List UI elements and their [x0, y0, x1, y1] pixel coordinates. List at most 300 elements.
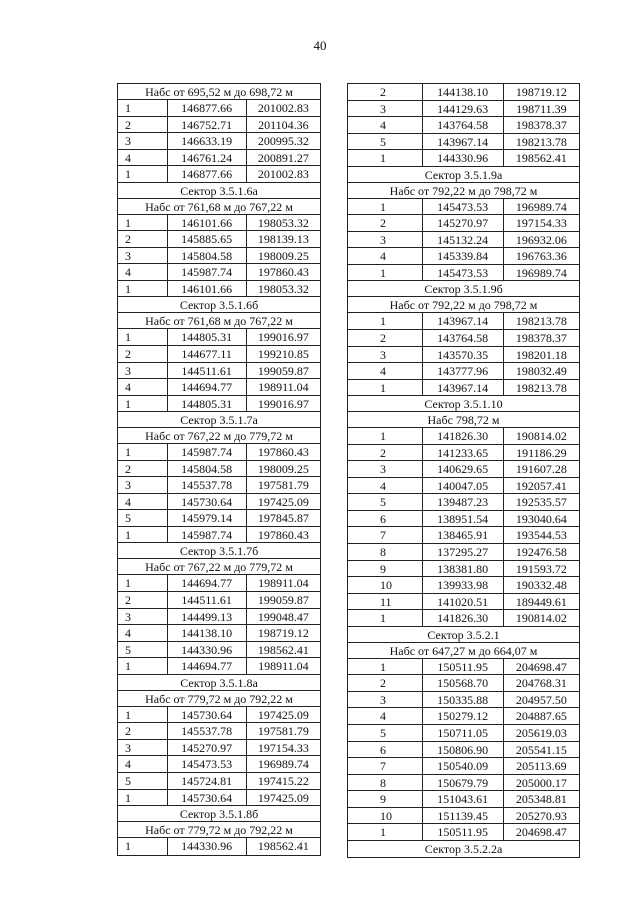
point-number-cell: 3	[348, 692, 423, 708]
table-row	[118, 477, 320, 494]
x-coordinate-cell: 144330.96	[423, 150, 504, 166]
x-coordinate-cell: 143570.35	[423, 347, 504, 363]
point-number-cell: 9	[348, 561, 423, 577]
table-row	[118, 575, 320, 592]
y-coordinate-cell: 205270.93	[515, 808, 567, 823]
table-row	[118, 133, 320, 150]
y-coordinate-cell: 198562.41	[515, 151, 567, 166]
section-heading: Набс от 761,68 м до 767,22 м	[118, 199, 320, 215]
section-heading: Сектор 3.5.1.6а	[118, 183, 320, 199]
x-coordinate-cell: 138381.80	[423, 561, 504, 577]
table-row	[348, 708, 579, 725]
point-number-cell: 2	[348, 215, 423, 231]
point-number-cell: 2	[118, 346, 168, 362]
x-coordinate-cell: 144694.77	[168, 379, 247, 395]
x-coordinate-cell: 145730.64	[168, 494, 247, 510]
x-coordinate-cell: 144511.61	[168, 363, 247, 379]
section-heading: Сектор 3.5.1.9а	[348, 167, 579, 183]
table-row	[348, 758, 579, 775]
point-number-cell: 6	[348, 511, 423, 527]
x-coordinate-cell: 146877.66	[168, 100, 247, 116]
x-coordinate-cell: 137295.27	[423, 544, 504, 560]
x-coordinate-cell: 145730.64	[168, 707, 247, 723]
x-coordinate-cell: 145132.24	[423, 232, 504, 248]
table-row	[348, 330, 579, 347]
table-row	[118, 363, 320, 380]
table-row	[348, 808, 579, 825]
table-row	[118, 642, 320, 659]
point-number-cell: 2	[118, 461, 168, 477]
point-number-cell: 10	[348, 577, 423, 593]
table-row	[118, 117, 320, 134]
point-number-cell: 6	[348, 742, 423, 758]
page-number: 40	[313, 38, 327, 53]
point-number-cell: 3	[118, 477, 168, 493]
y-coordinate-cell: 198911.04	[258, 380, 309, 395]
table-row	[348, 101, 579, 118]
x-coordinate-cell: 146877.66	[168, 166, 247, 182]
point-number-cell: 1	[118, 527, 168, 543]
point-number-cell: 3	[118, 363, 168, 379]
x-coordinate-cell: 143777.96	[423, 363, 504, 379]
left-coordinates-table	[117, 83, 321, 856]
y-coordinate-cell: 198719.12	[257, 626, 309, 641]
point-number-cell: 1	[118, 790, 168, 806]
x-coordinate-cell: 145537.78	[168, 477, 247, 493]
section-heading: Сектор 3.5.1.9б	[348, 281, 579, 297]
table-row	[348, 675, 579, 692]
x-coordinate-cell: 141826.30	[423, 428, 504, 444]
section-heading: Набс от 767,22 м до 779,72 м	[118, 428, 320, 444]
x-coordinate-cell: 145804.58	[168, 248, 247, 264]
table-row	[118, 494, 320, 511]
x-coordinate-cell: 144511.61	[168, 592, 247, 608]
y-coordinate-cell: 198719.12	[515, 85, 567, 99]
y-coordinate-cell: 197425.09	[257, 707, 309, 722]
point-number-cell: 4	[118, 494, 168, 510]
table-row	[348, 84, 579, 101]
table-row	[118, 396, 320, 413]
point-number-cell: 1	[118, 575, 168, 591]
x-coordinate-cell: 146101.66	[168, 215, 247, 231]
y-coordinate-cell: 198378.37	[515, 118, 567, 133]
point-number-cell: 9	[348, 791, 423, 807]
table-row	[348, 824, 579, 841]
y-coordinate-cell: 197154.33	[257, 740, 309, 755]
table-row	[348, 561, 579, 578]
y-coordinate-cell: 196989.74	[515, 265, 567, 280]
x-coordinate-cell: 145730.64	[168, 790, 247, 806]
table-row	[118, 527, 320, 544]
x-coordinate-cell: 150511.95	[423, 659, 504, 675]
table-row	[348, 232, 579, 249]
x-coordinate-cell: 151139.45	[423, 808, 504, 824]
y-coordinate-cell: 198053.32	[257, 215, 309, 230]
x-coordinate-cell: 144677.11	[168, 346, 247, 362]
table-row	[118, 658, 320, 675]
y-coordinate-cell: 197415.22	[257, 773, 309, 788]
x-coordinate-cell: 139487.23	[423, 494, 504, 510]
table-row	[348, 445, 579, 462]
table-row	[118, 444, 320, 461]
point-number-cell: 4	[118, 379, 168, 395]
x-coordinate-cell: 145804.58	[168, 461, 247, 477]
section-heading: Сектор 3.5.2.1	[348, 627, 579, 643]
y-coordinate-cell: 198213.78	[515, 380, 567, 395]
x-coordinate-cell: 144330.96	[168, 642, 247, 658]
table-row	[118, 150, 320, 167]
table-row	[118, 248, 320, 265]
table-row	[348, 134, 579, 151]
x-coordinate-cell: 146101.66	[168, 281, 247, 297]
section-heading: Сектор 3.5.1.8б	[118, 806, 320, 822]
table-row	[348, 577, 579, 594]
table-row	[118, 461, 320, 478]
x-coordinate-cell: 145270.97	[423, 215, 504, 231]
table-row	[348, 527, 579, 544]
y-coordinate-cell: 198378.37	[515, 331, 567, 346]
section-heading: Сектор 3.5.1.10	[348, 396, 579, 412]
table-row	[348, 659, 579, 676]
point-number-cell: 2	[348, 330, 423, 346]
table-row	[348, 380, 579, 397]
table-row	[348, 117, 579, 134]
y-coordinate-cell: 197425.09	[257, 790, 309, 805]
point-number-cell: 1	[348, 824, 423, 840]
x-coordinate-cell: 144138.10	[423, 84, 504, 100]
point-number-cell: 2	[118, 723, 168, 739]
y-coordinate-cell: 199048.47	[257, 609, 309, 624]
x-coordinate-cell: 146633.19	[168, 133, 247, 149]
y-coordinate-cell: 199016.97	[257, 396, 309, 411]
section-heading: Набс от 761,68 м до 767,22 м	[118, 313, 320, 329]
x-coordinate-cell: 145339.84	[423, 248, 504, 264]
y-coordinate-cell: 196989.74	[515, 199, 567, 214]
table-row	[118, 346, 320, 363]
y-coordinate-cell: 193544.53	[515, 528, 567, 543]
point-number-cell: 2	[118, 592, 168, 608]
point-number-cell: 1	[118, 215, 168, 231]
table-row	[118, 756, 320, 773]
section-heading: Сектор 3.5.1.7а	[118, 412, 320, 428]
point-number-cell: 4	[348, 248, 423, 264]
x-coordinate-cell: 150335.88	[423, 692, 504, 708]
y-coordinate-cell: 205348.81	[515, 792, 567, 807]
y-coordinate-cell: 199016.97	[257, 330, 309, 345]
point-number-cell: 2	[118, 231, 168, 247]
y-coordinate-cell: 199059.87	[257, 363, 309, 378]
point-number-cell: 11	[348, 594, 423, 610]
x-coordinate-cell: 144129.63	[423, 101, 504, 117]
point-number-cell: 7	[348, 758, 423, 774]
point-number-cell: 4	[118, 150, 168, 166]
x-coordinate-cell: 144138.10	[168, 625, 247, 641]
x-coordinate-cell: 144330.96	[168, 838, 247, 855]
x-coordinate-cell: 140629.65	[423, 461, 504, 477]
x-coordinate-cell: 150279.12	[423, 708, 504, 724]
y-coordinate-cell: 192476.58	[515, 545, 567, 560]
y-coordinate-cell: 197860.43	[257, 527, 309, 542]
point-number-cell: 1	[348, 150, 423, 166]
table-row	[348, 265, 579, 282]
y-coordinate-cell: 198711.39	[516, 101, 567, 116]
point-number-cell: 1	[118, 658, 168, 674]
table-row	[118, 790, 320, 807]
x-coordinate-cell: 144805.31	[168, 396, 247, 412]
section-heading: Набс от 647,27 м до 664,07 м	[348, 643, 579, 659]
table-row	[118, 838, 320, 855]
table-row	[118, 215, 320, 232]
point-number-cell: 5	[348, 725, 423, 741]
y-coordinate-cell: 197425.09	[257, 494, 309, 509]
y-coordinate-cell: 198213.78	[515, 134, 567, 149]
point-number-cell: 8	[348, 775, 423, 791]
x-coordinate-cell: 145987.74	[168, 527, 247, 543]
point-number-cell: 5	[118, 510, 168, 526]
x-coordinate-cell: 138465.91	[423, 527, 504, 543]
point-number-cell: 2	[118, 117, 168, 133]
table-row	[348, 478, 579, 495]
y-coordinate-cell: 197860.43	[257, 445, 309, 460]
y-coordinate-cell: 198562.41	[257, 642, 309, 657]
point-number-cell: 3	[348, 232, 423, 248]
table-row	[118, 281, 320, 298]
section-heading: Набс от 779,72 м до 792,22 м	[118, 691, 320, 707]
table-row	[118, 592, 320, 609]
point-number-cell: 4	[348, 363, 423, 379]
point-number-cell: 10	[348, 808, 423, 824]
x-coordinate-cell: 150711.05	[423, 725, 504, 741]
x-coordinate-cell: 145537.78	[168, 723, 247, 739]
x-coordinate-cell: 141233.65	[423, 445, 504, 461]
point-number-cell: 1	[118, 396, 168, 412]
table-row	[118, 723, 320, 740]
point-number-cell: 1	[348, 428, 423, 444]
x-coordinate-cell: 145473.53	[423, 199, 504, 215]
table-row	[348, 199, 579, 216]
y-coordinate-cell: 196932.06	[515, 232, 567, 247]
table-row	[348, 215, 579, 232]
point-number-cell: 4	[348, 708, 423, 724]
x-coordinate-cell: 144805.31	[168, 329, 247, 345]
x-coordinate-cell: 143764.58	[423, 330, 504, 346]
x-coordinate-cell: 150511.95	[423, 824, 504, 840]
section-heading: Сектор 3.5.1.8а	[118, 675, 320, 691]
y-coordinate-cell: 191186.29	[516, 445, 567, 460]
point-number-cell: 7	[348, 527, 423, 543]
y-coordinate-cell: 190332.48	[515, 578, 567, 593]
x-coordinate-cell: 144694.77	[168, 575, 247, 591]
y-coordinate-cell: 192057.41	[515, 478, 567, 493]
point-number-cell: 1	[118, 329, 168, 345]
point-number-cell: 4	[348, 478, 423, 494]
y-coordinate-cell: 204887.65	[515, 709, 567, 724]
point-number-cell: 1	[348, 199, 423, 215]
y-coordinate-cell: 198032.49	[515, 364, 567, 379]
table-row	[348, 775, 579, 792]
y-coordinate-cell: 199210.85	[257, 347, 309, 362]
x-coordinate-cell: 143764.58	[423, 117, 504, 133]
x-coordinate-cell: 145987.74	[168, 444, 247, 460]
y-coordinate-cell: 198009.25	[257, 248, 309, 263]
y-coordinate-cell: 198139.13	[257, 232, 309, 247]
y-coordinate-cell: 201002.83	[257, 167, 309, 182]
y-coordinate-cell: 198911.04	[258, 576, 309, 591]
y-coordinate-cell: 204957.50	[515, 692, 567, 707]
y-coordinate-cell: 205113.69	[516, 759, 567, 774]
y-coordinate-cell: 201002.83	[257, 101, 309, 115]
y-coordinate-cell: 197860.43	[257, 265, 309, 280]
y-coordinate-cell: 205000.17	[515, 775, 567, 790]
point-number-cell: 4	[118, 625, 168, 641]
table-row	[118, 329, 320, 346]
x-coordinate-cell: 146752.71	[168, 117, 247, 133]
y-coordinate-cell: 197154.33	[515, 216, 567, 231]
section-heading: Набс от 792,22 м до 798,72 м	[348, 297, 579, 313]
x-coordinate-cell: 151043.61	[423, 791, 504, 807]
section-heading: Набс 798,72 м	[348, 412, 579, 428]
point-number-cell: 3	[118, 248, 168, 264]
y-coordinate-cell: 190814.02	[515, 429, 567, 444]
section-heading: Сектор 3.5.1.7б	[118, 543, 320, 559]
y-coordinate-cell: 199059.87	[257, 593, 309, 608]
table-row	[118, 100, 320, 117]
x-coordinate-cell: 146761.24	[168, 150, 247, 166]
x-coordinate-cell: 145473.53	[168, 756, 247, 772]
table-row	[348, 610, 579, 627]
y-coordinate-cell: 198009.25	[257, 461, 309, 476]
point-number-cell: 5	[118, 642, 168, 658]
point-number-cell: 2	[348, 675, 423, 691]
y-coordinate-cell: 196989.74	[257, 757, 309, 772]
point-number-cell: 1	[118, 166, 168, 182]
x-coordinate-cell: 139933.98	[423, 577, 504, 593]
point-number-cell: 1	[118, 444, 168, 460]
y-coordinate-cell: 204698.47	[515, 825, 567, 840]
y-coordinate-cell: 204698.47	[515, 659, 567, 674]
table-row	[348, 248, 579, 265]
table-row	[118, 166, 320, 183]
y-coordinate-cell: 198053.32	[257, 281, 309, 296]
y-coordinate-cell: 189449.61	[515, 594, 567, 609]
point-number-cell: 2	[348, 84, 423, 100]
section-heading: Сектор 3.5.1.6б	[118, 297, 320, 313]
y-coordinate-cell: 192535.57	[515, 495, 567, 510]
y-coordinate-cell: 190814.02	[515, 611, 567, 626]
x-coordinate-cell: 143967.14	[423, 134, 504, 150]
x-coordinate-cell: 145473.53	[423, 265, 504, 281]
table-row	[348, 511, 579, 528]
table-row	[348, 544, 579, 561]
y-coordinate-cell: 196763.36	[515, 249, 567, 264]
x-coordinate-cell: 143967.14	[423, 313, 504, 329]
table-row	[118, 609, 320, 626]
point-number-cell: 3	[118, 740, 168, 756]
table-row	[348, 461, 579, 478]
point-number-cell: 4	[118, 264, 168, 280]
point-number-cell: 2	[348, 445, 423, 461]
y-coordinate-cell: 191593.72	[515, 561, 567, 576]
table-row	[348, 150, 579, 167]
point-number-cell: 4	[118, 756, 168, 772]
y-coordinate-cell: 198213.78	[515, 314, 567, 329]
table-row	[348, 494, 579, 511]
point-number-cell: 3	[348, 101, 423, 117]
point-number-cell: 3	[118, 609, 168, 625]
point-number-cell: 1	[118, 838, 168, 855]
table-row	[348, 692, 579, 709]
table-row	[118, 510, 320, 527]
table-row	[118, 625, 320, 642]
point-number-cell: 3	[118, 133, 168, 149]
table-row	[348, 428, 579, 445]
point-number-cell: 5	[348, 134, 423, 150]
point-number-cell: 8	[348, 544, 423, 560]
y-coordinate-cell: 193040.64	[515, 511, 567, 526]
table-row	[348, 725, 579, 742]
table-row	[118, 740, 320, 757]
section-heading: Сектор 3.5.2.2а	[424, 841, 503, 856]
x-coordinate-cell: 150568.70	[423, 675, 504, 691]
section-heading: Набс от 779,72 м до 792,22 м	[118, 822, 320, 838]
point-number-cell: 5	[118, 773, 168, 789]
table-row	[118, 707, 320, 724]
x-coordinate-cell: 144499.13	[168, 609, 247, 625]
table-row	[118, 231, 320, 248]
section-heading: Набс от 767,22 м до 779,72 м	[118, 559, 320, 575]
point-number-cell: 3	[348, 347, 423, 363]
point-number-cell: 4	[348, 117, 423, 133]
table-row	[118, 264, 320, 281]
x-coordinate-cell: 138951.54	[423, 511, 504, 527]
x-coordinate-cell: 144694.77	[168, 658, 247, 674]
point-number-cell: 1	[348, 659, 423, 675]
y-coordinate-cell: 200891.27	[257, 150, 309, 165]
y-coordinate-cell: 205619.03	[515, 725, 567, 740]
table-row	[348, 313, 579, 330]
y-coordinate-cell: 204768.31	[515, 676, 567, 691]
y-coordinate-cell: 191607.28	[515, 462, 567, 477]
table-row	[118, 379, 320, 396]
right-coordinates-table	[347, 83, 580, 858]
x-coordinate-cell: 150806.90	[423, 742, 504, 758]
y-coordinate-cell: 198562.41	[257, 839, 309, 854]
y-coordinate-cell: 197845.87	[257, 511, 309, 526]
y-coordinate-cell: 197581.79	[257, 724, 309, 739]
table-row	[348, 363, 579, 380]
point-number-cell: 1	[348, 610, 423, 626]
table-row	[348, 791, 579, 808]
x-coordinate-cell: 143967.14	[423, 380, 504, 396]
point-number-cell: 5	[348, 494, 423, 510]
x-coordinate-cell: 145724.81	[168, 773, 247, 789]
point-number-cell: 1	[348, 380, 423, 396]
point-number-cell: 1	[118, 100, 168, 116]
x-coordinate-cell: 145979.14	[168, 510, 247, 526]
x-coordinate-cell: 150540.09	[423, 758, 504, 774]
x-coordinate-cell: 145987.74	[168, 264, 247, 280]
x-coordinate-cell: 150679.79	[423, 775, 504, 791]
x-coordinate-cell: 141826.30	[423, 610, 504, 626]
section-heading: Набс от 695,52 м до 698,72 м	[118, 84, 320, 100]
y-coordinate-cell: 201104.36	[258, 117, 309, 132]
y-coordinate-cell: 197581.79	[257, 478, 309, 493]
point-number-cell: 1	[348, 313, 423, 329]
y-coordinate-cell: 198201.18	[515, 347, 567, 362]
y-coordinate-cell: 200995.32	[257, 134, 309, 149]
section-heading: Набс от 792,22 м до 798,72 м	[348, 183, 579, 199]
x-coordinate-cell: 145270.97	[168, 740, 247, 756]
